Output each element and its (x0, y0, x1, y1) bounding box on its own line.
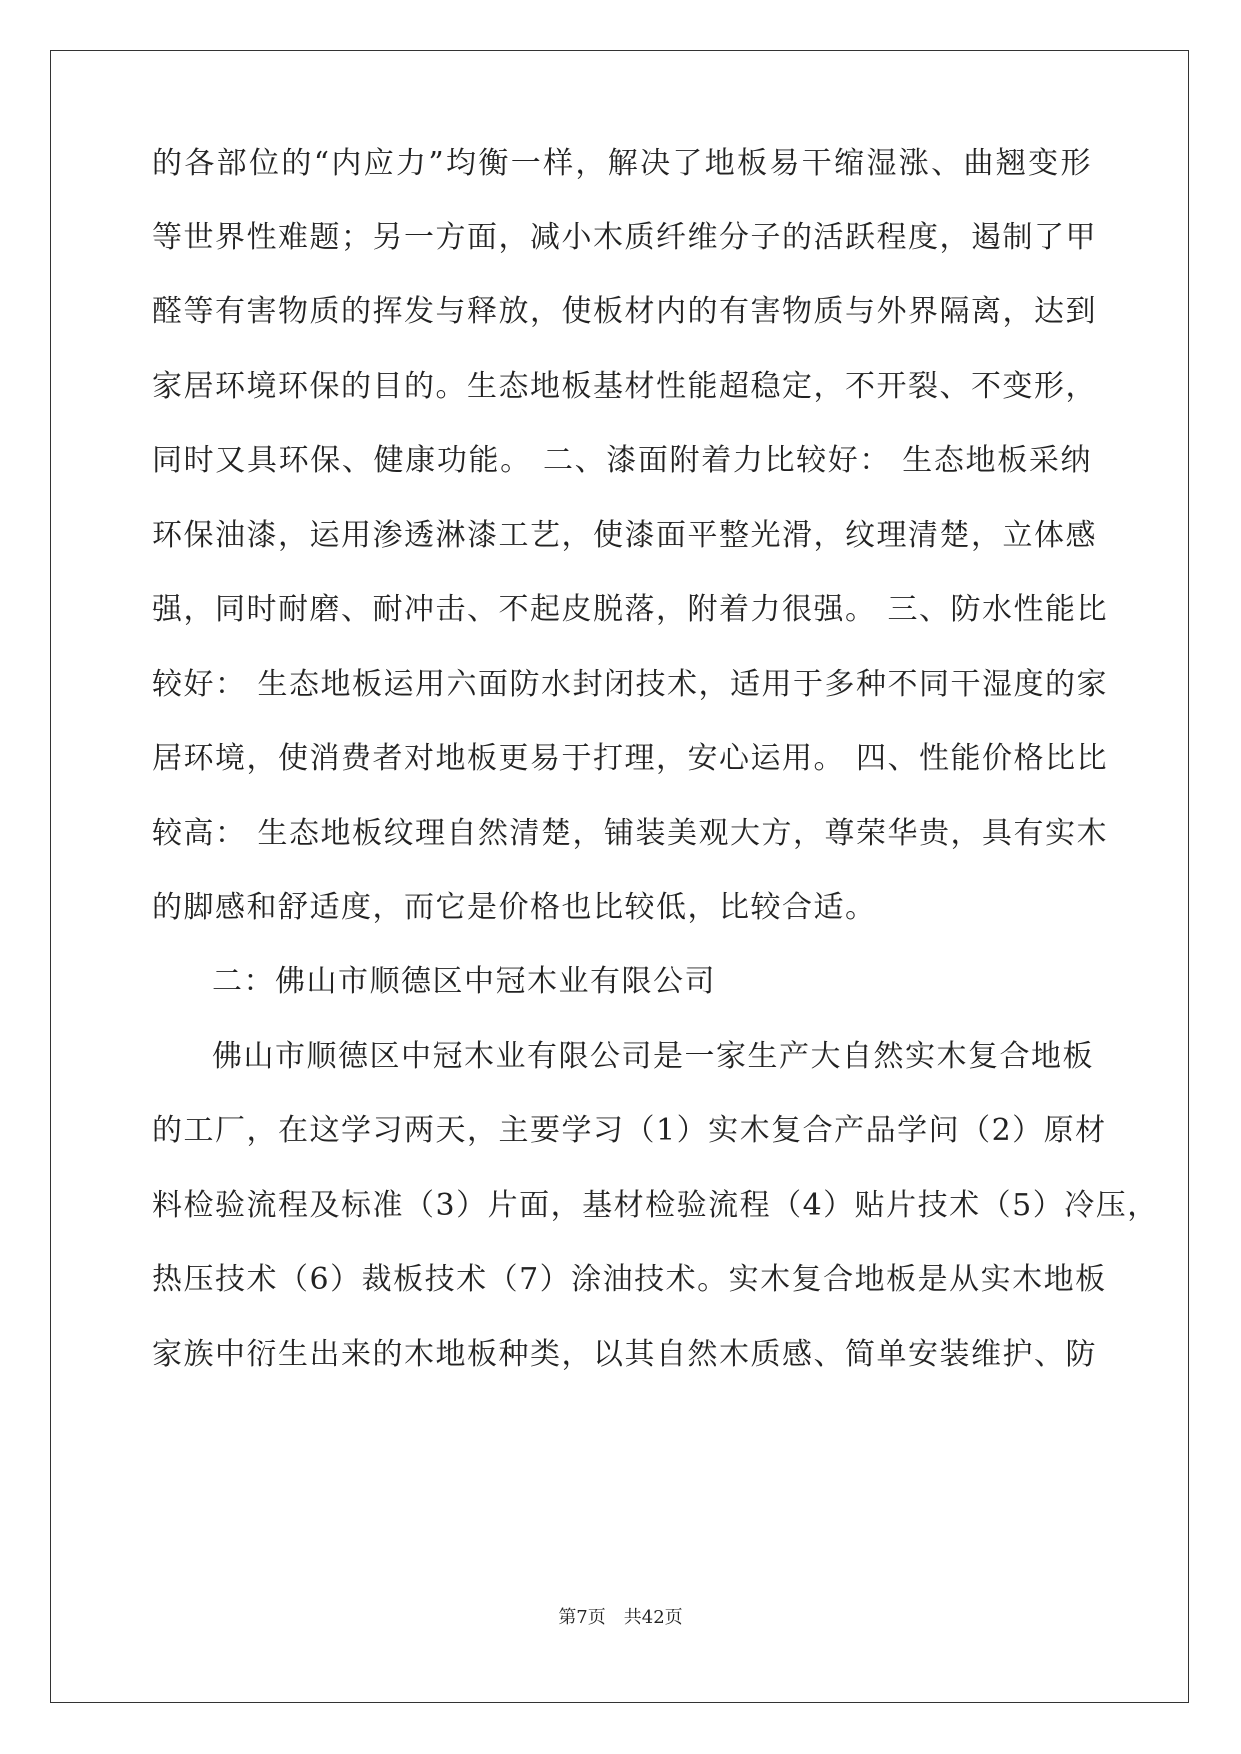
text-line: 强，同时耐磨、耐冲击、不起皮脱落，附着力很强。 三、防水性能比 (152, 592, 1109, 627)
text-line: 的脚感和舒适度，而它是价格也比较低，比较合适。 (152, 890, 877, 925)
text-line: 热压技术（6）裁板技术（7）涂油技术。实木复合地板是从实木地板 (152, 1262, 1107, 1297)
text-line: 的各部位的“内应力”均衡一样，解决了地板易干缩湿涨、曲翘变形 (152, 146, 1092, 181)
text-line: 醛等有害物质的挥发与释放，使板材内的有害物质与外界隔离，达到 (152, 294, 1097, 329)
text-line: 佛山市顺德区中冠木业有限公司是一家生产大自然实木复合地板 (212, 1039, 1094, 1074)
text-line: 环保油漆，运用渗透淋漆工艺，使漆面平整光滑，纹理清楚，立体感 (152, 518, 1097, 553)
text-line: 较好： 生态地板运用六面防水封闭技术，适用于多种不同干湿度的家 (152, 667, 1109, 702)
text-line: 家族中衍生出来的木地板种类，以其自然木质感、简单安装维护、防 (152, 1337, 1097, 1372)
text-line: 较高： 生态地板纹理自然清楚，铺装美观大方，尊荣华贵，具有实木 (152, 816, 1109, 851)
text-line: 同时又具环保、健康功能。 二、漆面附着力比较好： 生态地板采纳 (152, 443, 1092, 478)
text-line: 家居环境环保的目的。生态地板基材性能超稳定，不开裂、不变形， (152, 369, 1097, 404)
text-line: 等世界性难题；另一方面，减小木质纤维分子的活跃程度，遏制了甲 (152, 220, 1097, 255)
page-number: 第7页 共42页 (558, 1607, 683, 1628)
section-heading: 二：佛山市顺德区中冠木业有限公司 (212, 964, 716, 999)
text-line: 的工厂，在这学习两天，主要学习（1）实木复合产品学问（2）原材 (152, 1113, 1107, 1148)
text-line: 料检验流程及标准（3）片面，基材检验流程（4）贴片技术（5）冷压， (152, 1188, 1159, 1223)
text-line: 居环境，使消费者对地板更易于打理，安心运用。 四、性能价格比比 (152, 741, 1109, 776)
